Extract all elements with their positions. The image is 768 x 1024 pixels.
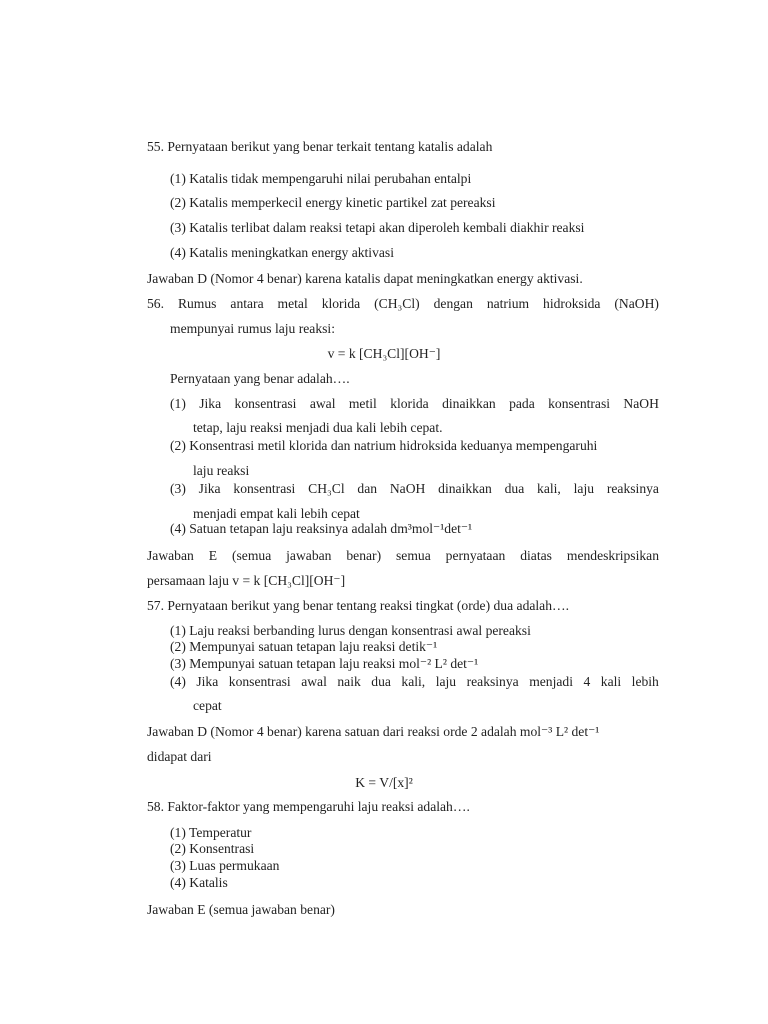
q56-option-4: (4) Satuan tetapan laju reaksinya adalah dm³mol⁻¹det⁻¹ (170, 521, 473, 536)
q58-option-2: (2) Konsentrasi (170, 841, 255, 856)
q57-rate-constant-equation (0, 774, 768, 792)
q56-option-1-line1: (1) Jika konsentrasi awal metil klorida dinaikkan pada konsentrasi NaOH (170, 396, 659, 411)
q57-option-4-line2: cepat (193, 698, 222, 713)
q55-answer: Jawaban D (Nomor 4 benar) karena katalis dapat meningkatkan energy aktivasi. (147, 271, 583, 286)
q57-option-1: (1) Laju reaksi berbanding lurus dengan konsentrasi awal pereaksi (170, 623, 531, 638)
q55-option-3: (3) Katalis terlibat dalam reaksi tetapi akan diperoleh kembali diakhir reaksi (170, 220, 585, 235)
q56-rate-equation-text: v = k [CH₃Cl][OH⁻] (327, 346, 441, 361)
q58-option-1: (1) Temperatur (170, 825, 252, 840)
q57-option-2: (2) Mempunyai satuan tetapan laju reaksi detik⁻¹ (170, 639, 438, 654)
q56-stem-line1: 56. Rumus antara metal klorida (CH₃Cl) dengan natrium hidroksida (NaOH) (147, 296, 659, 311)
q56-answer-line2: persamaan laju v = k [CH₃Cl][OH⁻] (147, 573, 346, 588)
q57-option-3: (3) Mempunyai satuan tetapan laju reaksi mol⁻² L² det⁻¹ (170, 656, 479, 671)
q57-answer-line2: didapat dari (147, 749, 212, 764)
q57-stem: 57. Pernyataan berikut yang benar tentang reaksi tingkat (orde) dua adalah…. (147, 598, 570, 613)
q55-option-1: (1) Katalis tidak mempengaruhi nilai perubahan entalpi (170, 171, 472, 186)
q57-option-4-line1: (4) Jika konsentrasi awal naik dua kali, laju reaksinya menjadi 4 kali lebih (170, 674, 659, 689)
q58-stem: 58. Faktor-faktor yang mempengaruhi laju reaksi adalah…. (147, 799, 470, 814)
q56-answer-line1: Jawaban E (semua jawaban benar) semua pernyataan diatas mendeskripsikan (147, 548, 659, 563)
q55-stem: 55. Pernyataan berikut yang benar terkait tentang katalis adalah (147, 139, 493, 154)
q56-stem-line2: mempunyai rumus laju reaksi: (170, 321, 335, 336)
q57-answer-line1: Jawaban D (Nomor 4 benar) karena satuan dari reaksi orde 2 adalah mol⁻³ L² det⁻¹ (147, 724, 600, 739)
q56-rate-equation (0, 345, 768, 363)
q58-option-4: (4) Katalis (170, 875, 228, 890)
q56-option-2-line1: (2) Konsentrasi metil klorida dan natrium hidroksida keduanya mempengaruhi (170, 438, 598, 453)
q56-option-1-line2: tetap, laju reaksi menjadi dua kali lebih cepat. (193, 420, 443, 435)
q58-option-3: (3) Luas permukaan (170, 858, 280, 873)
q56-prompt: Pernyataan yang benar adalah…. (170, 371, 350, 386)
q55-option-2: (2) Katalis memperkecil energy kinetic partikel zat pereaksi (170, 195, 496, 210)
q56-option-3-line1: (3) Jika konsentrasi CH₃Cl dan NaOH dinaikkan dua kali, laju reaksinya (170, 481, 659, 496)
q56-option-2-line2: laju reaksi (193, 463, 250, 478)
q55-option-4: (4) Katalis meningkatkan energy aktivasi (170, 245, 394, 260)
q58-answer: Jawaban E (semua jawaban benar) (147, 902, 335, 917)
q56-option-3-line2: menjadi empat kali lebih cepat (193, 506, 360, 521)
q57-equation-text: K = V/[x]² (355, 775, 413, 790)
